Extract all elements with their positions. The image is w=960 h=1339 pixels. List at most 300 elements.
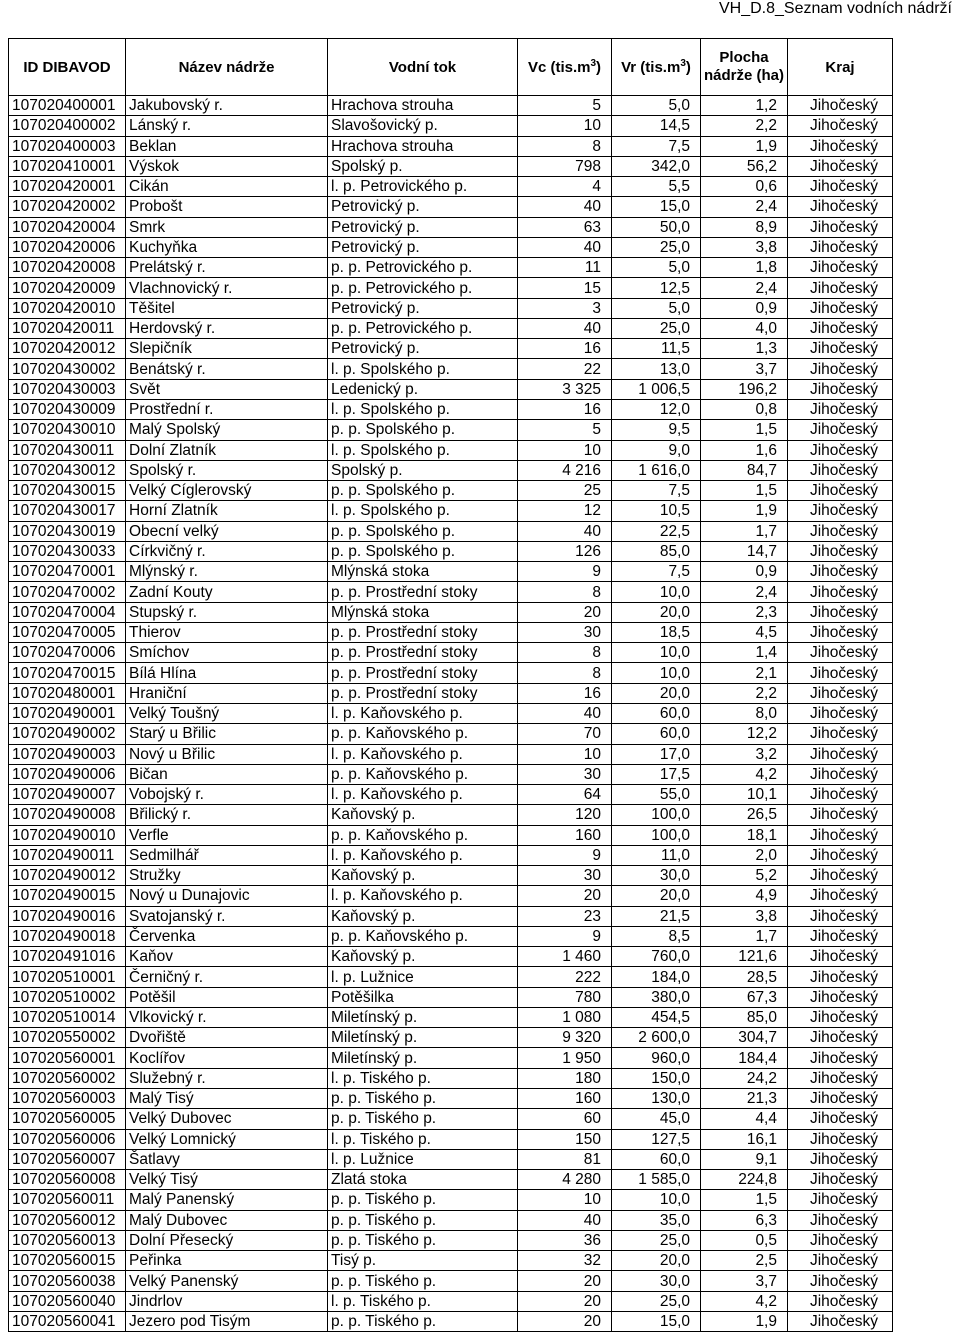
table-row: [9, 562, 893, 582]
cell-name: Výskok: [126, 156, 328, 176]
table-row: [9, 197, 893, 217]
cell-vr: 5,5: [612, 177, 701, 197]
cell-area: 24,2: [701, 1068, 788, 1088]
cell-vr: 100,0: [612, 805, 701, 825]
cell-kraj: Jihočeský: [788, 1068, 893, 1088]
table-row: [9, 136, 893, 156]
cell-stream: p. p. Prostřední stoky: [328, 622, 518, 642]
cell-stream: Hrachova strouha: [328, 136, 518, 156]
column-header-vc: [518, 39, 612, 96]
table-row: [9, 1089, 893, 1109]
cell-vr: 50,0: [612, 217, 701, 237]
cell-stream: Kaňovský p.: [328, 805, 518, 825]
cell-id: 107020560011: [9, 1190, 126, 1210]
table-row: [9, 278, 893, 298]
cell-stream: p. p. Tiského p.: [328, 1311, 518, 1331]
cell-name: Mlýnský r.: [126, 562, 328, 582]
cell-vr: 22,5: [612, 521, 701, 541]
table-row: [9, 177, 893, 197]
cell-stream: l. p. Kaňovského p.: [328, 845, 518, 865]
cell-area: 304,7: [701, 1028, 788, 1048]
cell-vr: 5,0: [612, 96, 701, 116]
cell-stream: Slavošovický p.: [328, 116, 518, 136]
cell-id: 107020490010: [9, 825, 126, 845]
cell-vr: 13,0: [612, 359, 701, 379]
cell-stream: Miletínský p.: [328, 1048, 518, 1068]
cell-vc: 5: [518, 420, 612, 440]
cell-stream: p. p. Prostřední stoky: [328, 663, 518, 683]
cell-kraj: Jihočeský: [788, 399, 893, 419]
cell-area: 6,3: [701, 1210, 788, 1230]
cell-id: 107020470002: [9, 582, 126, 602]
cell-name: Velký Toušný: [126, 703, 328, 723]
cell-vr: 7,5: [612, 481, 701, 501]
cell-name: Jezero pod Tisým: [126, 1311, 328, 1331]
cell-area: 56,2: [701, 156, 788, 176]
cell-kraj: Jihočeský: [788, 1251, 893, 1271]
cell-id: 107020560003: [9, 1089, 126, 1109]
cell-vr: 130,0: [612, 1089, 701, 1109]
cell-name: Nový u Dunajovic: [126, 886, 328, 906]
cell-stream: l. p. Kaňovského p.: [328, 886, 518, 906]
cell-id: 107020470006: [9, 643, 126, 663]
cell-stream: p. p. Prostřední stoky: [328, 683, 518, 703]
cell-kraj: Jihočeský: [788, 96, 893, 116]
cell-id: 107020400001: [9, 96, 126, 116]
cell-kraj: Jihočeský: [788, 987, 893, 1007]
cell-vr: 1 585,0: [612, 1170, 701, 1190]
cell-area: 16,1: [701, 1129, 788, 1149]
table-row: [9, 1068, 893, 1088]
cell-name: Šatlavy: [126, 1149, 328, 1169]
cell-area: 67,3: [701, 987, 788, 1007]
cell-id: 107020430002: [9, 359, 126, 379]
cell-id: 107020430003: [9, 379, 126, 399]
cell-vc: 30: [518, 622, 612, 642]
cell-area: 1,7: [701, 521, 788, 541]
cell-name: Velký Dubovec: [126, 1109, 328, 1129]
cell-vc: 10: [518, 440, 612, 460]
table-row: [9, 541, 893, 561]
cell-stream: l. p. Spolského p.: [328, 359, 518, 379]
cell-vc: 30: [518, 866, 612, 886]
cell-area: 2,4: [701, 582, 788, 602]
table-row: [9, 1048, 893, 1068]
cell-area: 3,7: [701, 1271, 788, 1291]
cell-vr: 380,0: [612, 987, 701, 1007]
cell-stream: Petrovický p.: [328, 237, 518, 257]
cell-area: 10,1: [701, 785, 788, 805]
cell-stream: p. p. Spolského p.: [328, 481, 518, 501]
cell-stream: p. p. Tiského p.: [328, 1230, 518, 1250]
cell-stream: l. p. Lužnice: [328, 1149, 518, 1169]
cell-vc: 11: [518, 258, 612, 278]
cell-kraj: Jihočeský: [788, 1149, 893, 1169]
cell-vr: 7,5: [612, 136, 701, 156]
cell-kraj: Jihočeský: [788, 521, 893, 541]
column-header-area: Plocha nádrže (ha): [701, 39, 788, 96]
cell-vr: 30,0: [612, 1271, 701, 1291]
cell-kraj: Jihočeský: [788, 744, 893, 764]
cell-vc: 20: [518, 1291, 612, 1311]
cell-stream: Hrachova strouha: [328, 96, 518, 116]
table-row: [9, 683, 893, 703]
table-row: [9, 703, 893, 723]
cell-name: Služebný r.: [126, 1068, 328, 1088]
cell-stream: p. p. Kaňovského p.: [328, 926, 518, 946]
cell-kraj: Jihočeský: [788, 379, 893, 399]
cell-stream: l. p. Lužnice: [328, 967, 518, 987]
cell-kraj: Jihočeský: [788, 582, 893, 602]
cell-area: 2,0: [701, 845, 788, 865]
cell-area: 1,9: [701, 136, 788, 156]
cell-name: Kaňov: [126, 947, 328, 967]
cell-id: 107020430015: [9, 481, 126, 501]
cell-vr: 17,5: [612, 764, 701, 784]
cell-id: 107020560008: [9, 1170, 126, 1190]
table-row: [9, 866, 893, 886]
table-row: [9, 947, 893, 967]
cell-name: Malý Dubovec: [126, 1210, 328, 1230]
cell-area: 8,0: [701, 703, 788, 723]
cell-name: Jindrlov: [126, 1291, 328, 1311]
cell-vc: 8: [518, 663, 612, 683]
cell-vc: 81: [518, 1149, 612, 1169]
cell-vc: 36: [518, 1230, 612, 1250]
cell-kraj: Jihočeský: [788, 724, 893, 744]
cell-stream: Miletínský p.: [328, 1028, 518, 1048]
cell-area: 1,3: [701, 339, 788, 359]
cell-vr: 9,5: [612, 420, 701, 440]
cell-area: 2,3: [701, 602, 788, 622]
cell-name: Těšitel: [126, 298, 328, 318]
cell-vc: 10: [518, 744, 612, 764]
cell-name: Potěšil: [126, 987, 328, 1007]
cell-id: 107020420002: [9, 197, 126, 217]
vr-unit-sup: 3: [680, 57, 686, 69]
cell-vc: 20: [518, 602, 612, 622]
cell-stream: Miletínský p.: [328, 1007, 518, 1027]
cell-name: Horní Zlatník: [126, 501, 328, 521]
cell-vc: 16: [518, 399, 612, 419]
table-row: [9, 156, 893, 176]
cell-kraj: Jihočeský: [788, 278, 893, 298]
cell-stream: p. p. Prostřední stoky: [328, 643, 518, 663]
cell-stream: Ledenický p.: [328, 379, 518, 399]
cell-id: 107020490015: [9, 886, 126, 906]
cell-vc: 40: [518, 521, 612, 541]
cell-id: 107020420011: [9, 318, 126, 338]
cell-vr: 25,0: [612, 237, 701, 257]
cell-stream: p. p. Tiského p.: [328, 1190, 518, 1210]
cell-kraj: Jihočeský: [788, 1311, 893, 1331]
cell-vr: 85,0: [612, 541, 701, 561]
cell-kraj: Jihočeský: [788, 481, 893, 501]
cell-stream: p. p. Kaňovského p.: [328, 764, 518, 784]
cell-kraj: Jihočeský: [788, 177, 893, 197]
table-row: [9, 744, 893, 764]
cell-name: Spolský r.: [126, 460, 328, 480]
cell-vc: 4 216: [518, 460, 612, 480]
cell-kraj: Jihočeský: [788, 541, 893, 561]
cell-vr: 10,5: [612, 501, 701, 521]
cell-vc: 40: [518, 703, 612, 723]
table-row: [9, 1271, 893, 1291]
cell-vr: 1 616,0: [612, 460, 701, 480]
table-row: [9, 602, 893, 622]
table-row: [9, 1291, 893, 1311]
cell-area: 0,5: [701, 1230, 788, 1250]
cell-vc: 64: [518, 785, 612, 805]
cell-id: 107020560005: [9, 1109, 126, 1129]
cell-vr: 960,0: [612, 1048, 701, 1068]
cell-area: 3,8: [701, 906, 788, 926]
cell-stream: l. p. Tiského p.: [328, 1129, 518, 1149]
cell-vr: 9,0: [612, 440, 701, 460]
cell-vc: 63: [518, 217, 612, 237]
column-header-id: ID DIBAVOD: [9, 39, 126, 96]
cell-area: 0,9: [701, 562, 788, 582]
cell-stream: l. p. Kaňovského p.: [328, 785, 518, 805]
cell-vr: 20,0: [612, 1251, 701, 1271]
cell-vc: 40: [518, 237, 612, 257]
cell-area: 4,0: [701, 318, 788, 338]
cell-vc: 20: [518, 886, 612, 906]
table-row: [9, 1230, 893, 1250]
cell-kraj: Jihočeský: [788, 764, 893, 784]
table-row: [9, 1007, 893, 1027]
cell-stream: l. p. Tiského p.: [328, 1291, 518, 1311]
cell-area: 2,5: [701, 1251, 788, 1271]
cell-vr: 11,5: [612, 339, 701, 359]
column-header-name: Název nádrže: [126, 39, 328, 96]
cell-id: 107020420004: [9, 217, 126, 237]
cell-name: Thierov: [126, 622, 328, 642]
cell-kraj: Jihočeský: [788, 805, 893, 825]
cell-vr: 454,5: [612, 1007, 701, 1027]
cell-stream: p. p. Prostřední stoky: [328, 582, 518, 602]
cell-area: 3,2: [701, 744, 788, 764]
cell-stream: p. p. Kaňovského p.: [328, 825, 518, 845]
cell-area: 3,8: [701, 237, 788, 257]
table-row: [9, 622, 893, 642]
cell-stream: Kaňovský p.: [328, 947, 518, 967]
cell-vr: 18,5: [612, 622, 701, 642]
cell-name: Červenka: [126, 926, 328, 946]
cell-kraj: Jihočeský: [788, 562, 893, 582]
table-row: [9, 724, 893, 744]
cell-id: 107020560007: [9, 1149, 126, 1169]
cell-area: 4,2: [701, 764, 788, 784]
cell-vr: 35,0: [612, 1210, 701, 1230]
cell-vr: 5,0: [612, 258, 701, 278]
cell-stream: p. p. Spolského p.: [328, 420, 518, 440]
cell-vr: 30,0: [612, 866, 701, 886]
cell-id: 107020480001: [9, 683, 126, 703]
cell-stream: l. p. Spolského p.: [328, 501, 518, 521]
cell-name: Smrk: [126, 217, 328, 237]
table-row: [9, 825, 893, 845]
cell-stream: Petrovický p.: [328, 339, 518, 359]
cell-vr: 60,0: [612, 1149, 701, 1169]
cell-id: 107020430012: [9, 460, 126, 480]
cell-id: 107020550002: [9, 1028, 126, 1048]
cell-vc: 12: [518, 501, 612, 521]
cell-vc: 25: [518, 481, 612, 501]
table-row: [9, 926, 893, 946]
cell-name: Prostřední r.: [126, 399, 328, 419]
cell-kraj: Jihočeský: [788, 967, 893, 987]
cell-id: 107020560006: [9, 1129, 126, 1149]
cell-area: 5,2: [701, 866, 788, 886]
cell-kraj: Jihočeský: [788, 1129, 893, 1149]
cell-area: 18,1: [701, 825, 788, 845]
cell-vc: 3: [518, 298, 612, 318]
cell-vr: 1 006,5: [612, 379, 701, 399]
cell-kraj: Jihočeský: [788, 501, 893, 521]
cell-kraj: Jihočeský: [788, 643, 893, 663]
cell-name: Lánský r.: [126, 116, 328, 136]
cell-kraj: Jihočeský: [788, 359, 893, 379]
cell-vc: 798: [518, 156, 612, 176]
cell-stream: Mlýnská stoka: [328, 562, 518, 582]
cell-vr: 25,0: [612, 318, 701, 338]
cell-kraj: Jihočeský: [788, 197, 893, 217]
cell-area: 2,4: [701, 278, 788, 298]
cell-area: 28,5: [701, 967, 788, 987]
cell-vc: 160: [518, 825, 612, 845]
table-row: [9, 1028, 893, 1048]
cell-area: 4,9: [701, 886, 788, 906]
cell-vc: 1 080: [518, 1007, 612, 1027]
cell-kraj: Jihočeský: [788, 1170, 893, 1190]
cell-name: Beklan: [126, 136, 328, 156]
cell-vr: 20,0: [612, 683, 701, 703]
cell-area: 4,2: [701, 1291, 788, 1311]
cell-id: 107020560015: [9, 1251, 126, 1271]
table-row: [9, 237, 893, 257]
table-row: [9, 116, 893, 136]
cell-vc: 22: [518, 359, 612, 379]
cell-name: Probošt: [126, 197, 328, 217]
cell-stream: Zlatá stoka: [328, 1170, 518, 1190]
cell-vc: 8: [518, 582, 612, 602]
table-row: [9, 481, 893, 501]
table-row: [9, 501, 893, 521]
table-row: [9, 845, 893, 865]
vc-unit-sup: 3: [590, 57, 597, 69]
cell-id: 107020491016: [9, 947, 126, 967]
cell-name: Malý Tisý: [126, 1089, 328, 1109]
column-header-kraj: Kraj: [788, 39, 893, 96]
cell-name: Vlachnovický r.: [126, 278, 328, 298]
table-row: [9, 967, 893, 987]
document-code: VH_D.8_Seznam vodních nádrží: [718, 0, 952, 17]
cell-area: 1,9: [701, 501, 788, 521]
cell-id: 107020560040: [9, 1291, 126, 1311]
cell-vr: 14,5: [612, 116, 701, 136]
cell-vc: 9: [518, 926, 612, 946]
cell-id: 107020410001: [9, 156, 126, 176]
cell-id: 107020490007: [9, 785, 126, 805]
table-row: [9, 643, 893, 663]
cell-stream: p. p. Tiského p.: [328, 1271, 518, 1291]
cell-vr: 127,5: [612, 1129, 701, 1149]
cell-name: Nový u Břilic: [126, 744, 328, 764]
cell-name: Dolní Přesecký: [126, 1230, 328, 1250]
cell-vc: 40: [518, 1210, 612, 1230]
cell-stream: Mlýnská stoka: [328, 602, 518, 622]
cell-kraj: Jihočeský: [788, 926, 893, 946]
cell-name: Vobojský r.: [126, 785, 328, 805]
table-row: [9, 1311, 893, 1331]
cell-area: 0,9: [701, 298, 788, 318]
cell-id: 107020420009: [9, 278, 126, 298]
cell-id: 107020560038: [9, 1271, 126, 1291]
cell-area: 21,3: [701, 1089, 788, 1109]
cell-vr: 10,0: [612, 663, 701, 683]
table-row: [9, 379, 893, 399]
cell-stream: l. p. Petrovického p.: [328, 177, 518, 197]
table-row: [9, 420, 893, 440]
cell-area: 1,7: [701, 926, 788, 946]
cell-id: 107020470004: [9, 602, 126, 622]
cell-stream: Kaňovský p.: [328, 906, 518, 926]
cell-name: Stupský r.: [126, 602, 328, 622]
cell-id: 107020560012: [9, 1210, 126, 1230]
cell-kraj: Jihočeský: [788, 785, 893, 805]
cell-vc: 70: [518, 724, 612, 744]
cell-id: 107020420001: [9, 177, 126, 197]
cell-area: 26,5: [701, 805, 788, 825]
cell-id: 107020430033: [9, 541, 126, 561]
cell-id: 107020490012: [9, 866, 126, 886]
cell-id: 107020490016: [9, 906, 126, 926]
cell-vc: 10: [518, 116, 612, 136]
cell-vr: 60,0: [612, 703, 701, 723]
cell-vc: 150: [518, 1129, 612, 1149]
cell-area: 1,5: [701, 1190, 788, 1210]
cell-name: Smíchov: [126, 643, 328, 663]
cell-kraj: Jihočeský: [788, 866, 893, 886]
table-row: [9, 805, 893, 825]
cell-vr: 60,0: [612, 724, 701, 744]
cell-stream: l. p. Kaňovského p.: [328, 703, 518, 723]
cell-name: Zadní Kouty: [126, 582, 328, 602]
cell-kraj: Jihočeský: [788, 217, 893, 237]
cell-name: Cikán: [126, 177, 328, 197]
cell-name: Jakubovský r.: [126, 96, 328, 116]
cell-vc: 40: [518, 197, 612, 217]
cell-area: 1,5: [701, 420, 788, 440]
cell-vc: 60: [518, 1109, 612, 1129]
cell-vr: 342,0: [612, 156, 701, 176]
cell-id: 107020490002: [9, 724, 126, 744]
table-row: [9, 521, 893, 541]
cell-kraj: Jihočeský: [788, 1190, 893, 1210]
cell-area: 3,7: [701, 359, 788, 379]
table-row: [9, 663, 893, 683]
cell-vr: 45,0: [612, 1109, 701, 1129]
table-row: [9, 460, 893, 480]
cell-stream: p. p. Petrovického p.: [328, 318, 518, 338]
table-row: [9, 318, 893, 338]
table-header-row: [9, 39, 893, 96]
cell-area: 9,1: [701, 1149, 788, 1169]
cell-name: Sedmilhář: [126, 845, 328, 865]
cell-id: 107020560001: [9, 1048, 126, 1068]
cell-area: 1,8: [701, 258, 788, 278]
